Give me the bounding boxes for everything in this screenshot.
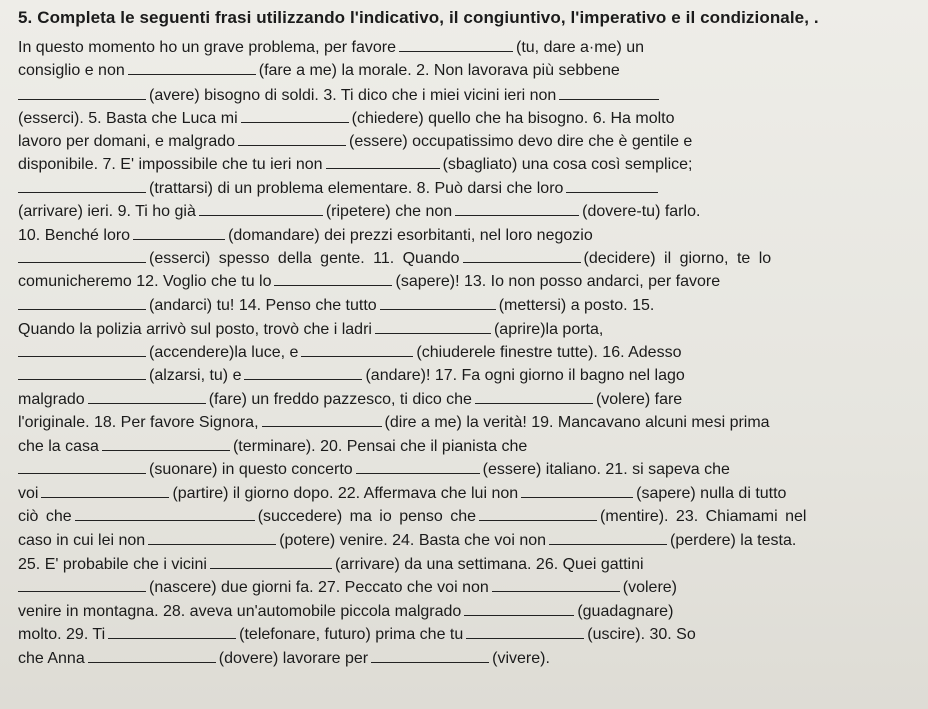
answer-blank[interactable] — [88, 389, 206, 404]
text-line: consiglio e non (fare a me) la morale. 2. Non lavorava più sebbene — [18, 62, 620, 79]
answer-blank[interactable] — [479, 506, 597, 521]
text-line: In questo momento ho un grave problema, per favore (tu, dare a·me) un — [18, 39, 645, 56]
text-line: voi (partire) il giorno dopo. 22. Affermava che lui non (sapere) nulla di tutto — [18, 485, 787, 502]
answer-blank[interactable] — [18, 295, 146, 310]
answer-blank[interactable] — [492, 577, 620, 592]
answer-blank[interactable] — [326, 154, 440, 169]
answer-blank[interactable] — [466, 624, 584, 639]
text-line: (esserci) spesso della gente. 11. Quando (decidere) il giorno, te lo — [18, 248, 771, 269]
text-line: (alzarsi, tu) e (andare)! 17. Fa ogni giorno il bagno nel lago — [18, 365, 685, 386]
answer-blank[interactable] — [274, 271, 392, 286]
answer-blank[interactable] — [262, 412, 382, 427]
answer-blank[interactable] — [566, 178, 658, 193]
answer-blank[interactable] — [549, 530, 667, 545]
answer-blank[interactable] — [18, 577, 146, 592]
answer-blank[interactable] — [199, 201, 323, 216]
answer-blank[interactable] — [18, 248, 146, 263]
text-line: venire in montagna. 28. aveva un'automobile piccola malgrado (guadagnare) — [18, 603, 674, 620]
text-line: (esserci). 5. Basta che Luca mi (chiedere) quello che ha bisogno. 6. Ha molto — [18, 110, 675, 127]
answer-blank[interactable] — [464, 601, 574, 616]
answer-blank[interactable] — [399, 37, 513, 52]
answer-blank[interactable] — [18, 85, 146, 100]
answer-blank[interactable] — [210, 554, 332, 569]
answer-blank[interactable] — [148, 530, 276, 545]
text-line: ciò che (succedere) ma io penso che (mentire). 23. Chiamami nel — [18, 508, 807, 525]
answer-blank[interactable] — [463, 248, 581, 263]
answer-blank[interactable] — [380, 295, 496, 310]
answer-blank[interactable] — [241, 108, 349, 123]
answer-blank[interactable] — [356, 459, 480, 474]
exercise-title: 5. Completa le seguenti frasi utilizzando l'indicativo, il congiuntivo, l'imperativo e il condizionale, . — [18, 8, 819, 27]
answer-blank[interactable] — [102, 436, 230, 451]
answer-blank[interactable] — [133, 225, 225, 240]
text-line: (avere) bisogno di soldi. 3. Ti dico che i miei vicini ieri non — [18, 85, 662, 106]
answer-blank[interactable] — [18, 459, 146, 474]
text-line: (nascere) due giorni fa. 27. Peccato che voi non (volere) — [18, 577, 677, 598]
answer-blank[interactable] — [238, 131, 346, 146]
answer-blank[interactable] — [455, 201, 579, 216]
answer-blank[interactable] — [371, 648, 489, 663]
answer-blank[interactable] — [18, 365, 146, 380]
answer-blank[interactable] — [244, 365, 362, 380]
text-line: (andarci) tu! 14. Penso che tutto (mettersi) a posto. 15. — [18, 295, 654, 316]
text-line: che Anna (dovere) lavorare per (vivere). — [18, 650, 550, 667]
answer-blank[interactable] — [559, 85, 659, 100]
text-line: comunicheremo 12. Voglio che tu lo (sapere)! 13. Io non posso andarci, per favore — [18, 273, 721, 290]
text-line: Quando la polizia arrivò sul posto, trovò che i ladri (aprire)la porta, — [18, 321, 604, 338]
text-line: che la casa (terminare). 20. Pensai che il pianista che — [18, 438, 528, 455]
answer-blank[interactable] — [18, 178, 146, 193]
answer-blank[interactable] — [108, 624, 236, 639]
answer-blank[interactable] — [375, 319, 491, 334]
answer-blank[interactable] — [521, 483, 633, 498]
answer-blank[interactable] — [88, 648, 216, 663]
answer-blank[interactable] — [301, 342, 413, 357]
text-line: caso in cui lei non (potere) venire. 24. Basta che voi non (perdere) la testa. — [18, 532, 797, 549]
text-line: molto. 29. Ti (telefonare, futuro) prima che tu (uscire). 30. So — [18, 626, 696, 643]
text-line: (arrivare) ieri. 9. Ti ho già (ripetere) che non (dovere-tu) farlo. — [18, 203, 701, 220]
answer-blank[interactable] — [475, 389, 593, 404]
text-line: disponibile. 7. E' impossibile che tu ieri non (sbagliato) una cosa così semplice; — [18, 156, 693, 173]
text-line: lavoro per domani, e malgrado (essere) occupatissimo devo dire che è gentile e — [18, 133, 693, 150]
text-line: (suonare) in questo concerto (essere) italiano. 21. si sapeva che — [18, 459, 730, 480]
text-line: l'originale. 18. Per favore Signora, (dire a me) la verità! 19. Mancavano alcuni mesi prima — [18, 414, 770, 431]
text-line: (trattarsi) di un problema elementare. 8. Può darsi che loro — [18, 178, 661, 199]
text-line: 10. Benché loro (domandare) dei prezzi esorbitanti, nel loro negozio — [18, 227, 593, 244]
text-line: (accendere)la luce, e (chiuderele finestre tutte). 16. Adesso — [18, 342, 681, 363]
answer-blank[interactable] — [41, 483, 169, 498]
answer-blank[interactable] — [128, 60, 256, 75]
text-line: malgrado (fare) un freddo pazzesco, ti dico che (volere) fare — [18, 391, 683, 408]
answer-blank[interactable] — [18, 342, 146, 357]
text-line: 25. E' probabile che i vicini (arrivare) da una settimana. 26. Quei gattini — [18, 556, 644, 573]
answer-blank[interactable] — [75, 506, 255, 521]
